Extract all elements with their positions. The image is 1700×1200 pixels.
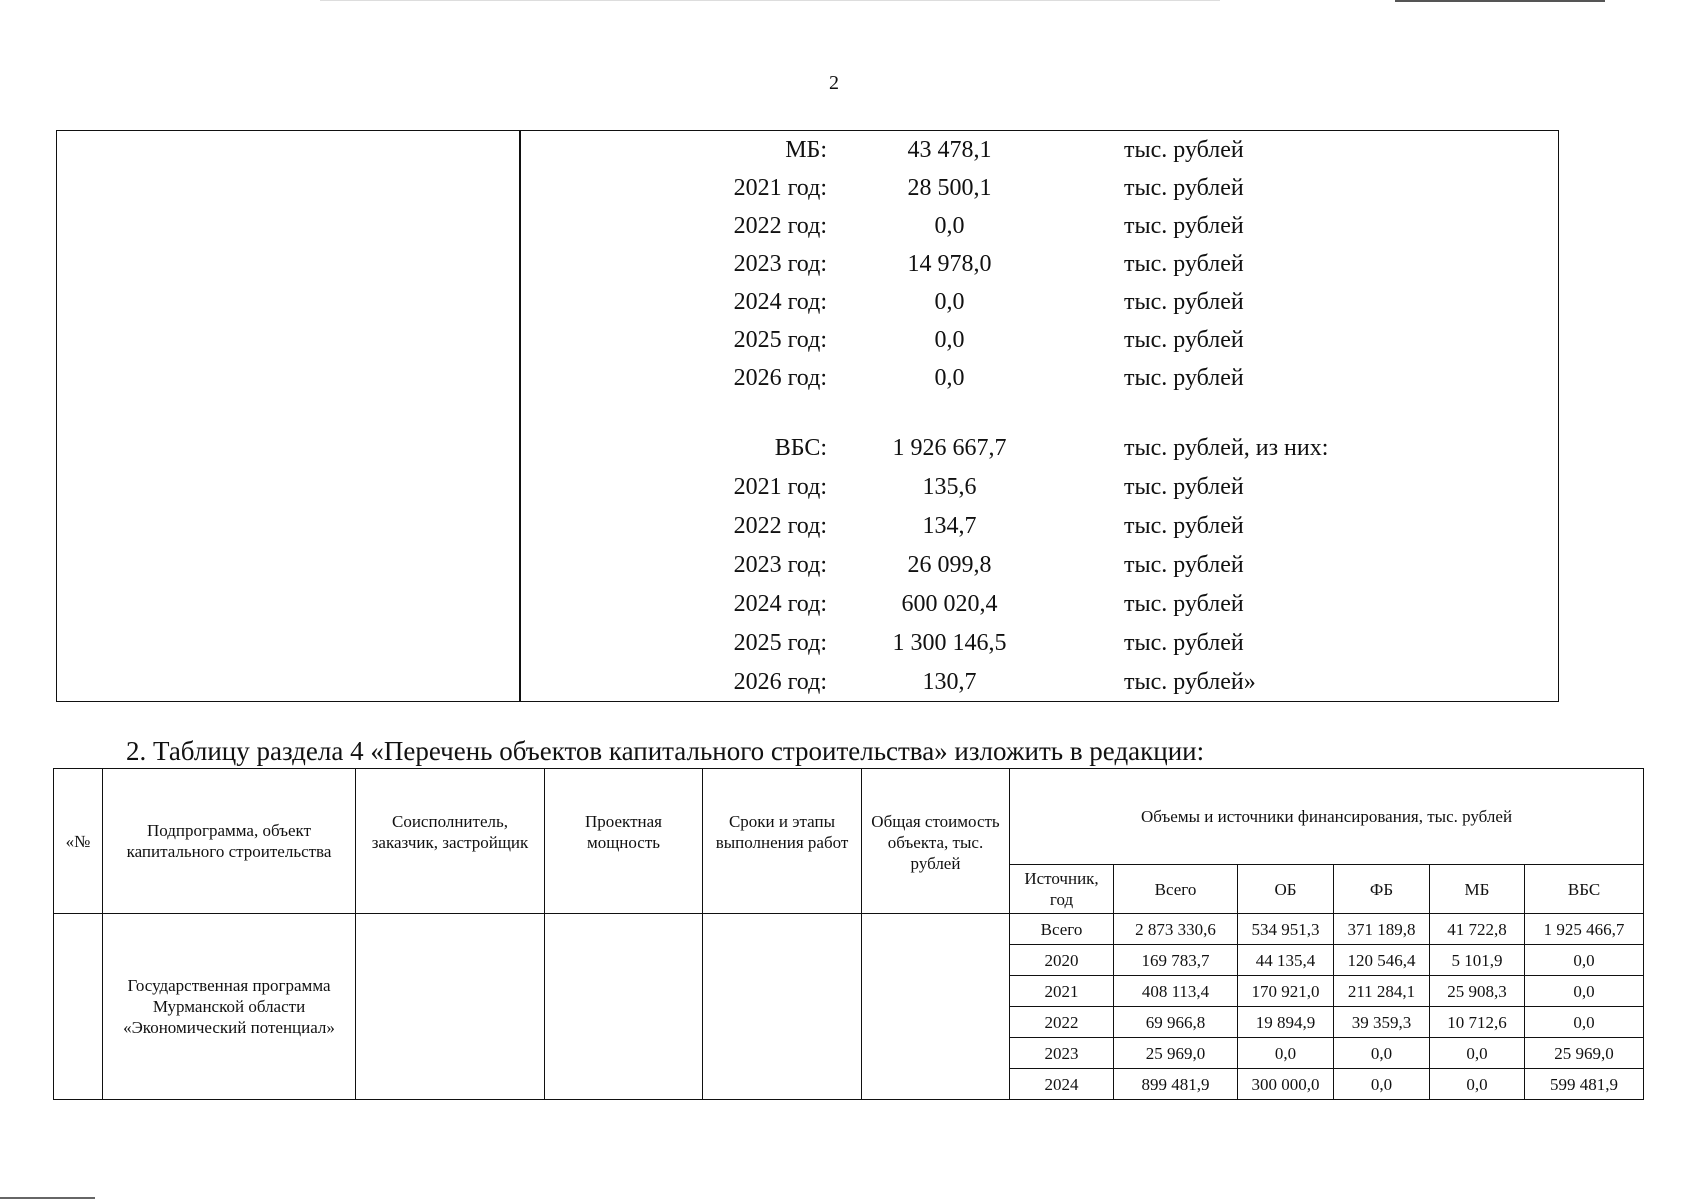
header-vbs: ВБС [1525,865,1644,914]
funding-label: 2021 год: [733,474,827,500]
funding-label: 2025 год: [733,327,827,353]
funding-row-mb-1 [463,169,1493,207]
cell-source-year: 2022 [1010,1007,1114,1038]
cell-vbs: 599 481,9 [1525,1069,1644,1100]
cell-mb: 41 722,8 [1430,914,1525,945]
funding-value: 0,0 [934,365,965,391]
funding-unit: тыс. рублей [1124,213,1244,239]
cell-executor-empty [356,914,545,1100]
header-financing: Объемы и источники финансирования, тыс. рублей [1010,769,1644,865]
funding-unit: тыс. рублей [1124,365,1244,391]
funding-row-mb-6 [463,359,1493,397]
header-terms: Сроки и этапы выполнения работ [703,769,862,914]
cell-total: 899 481,9 [1114,1069,1238,1100]
funding-unit: тыс. рублей [1124,513,1244,539]
cell-ob: 0,0 [1238,1038,1334,1069]
funding-value: 0,0 [934,289,965,315]
header-executor: Соисполнитель, заказчик, застройщик [356,769,545,914]
funding-unit: тыс. рублей [1124,327,1244,353]
cell-source-year: Всего [1010,914,1114,945]
cell-source-year: 2021 [1010,976,1114,1007]
cell-vbs: 0,0 [1525,1007,1644,1038]
header-fb: ФБ [1334,865,1430,914]
funding-row-vbs-4 [463,585,1493,623]
funding-row-vbs-1 [463,468,1493,506]
item-heading: 2. Таблицу раздела 4 «Перечень объектов капитального строительства» изложить в редакции: [126,736,1205,766]
funding-value: 14 978,0 [907,251,992,277]
scan-edge-bottom [0,1197,95,1199]
funding-label: 2026 год: [733,365,827,391]
cell-fb: 120 546,4 [1334,945,1430,976]
cell-mb: 0,0 [1430,1038,1525,1069]
funding-value: 1 300 146,5 [892,630,1007,656]
funding-label: 2021 год: [733,175,827,201]
funding-value: 130,7 [922,669,977,695]
header-cost: Общая стоимость объекта, тыс. рублей [862,769,1010,914]
funding-value: 0,0 [934,213,965,239]
cell-total: 2 873 330,6 [1114,914,1238,945]
cell-vbs: 0,0 [1525,945,1644,976]
funding-row-mb-0 [463,131,1493,169]
funding-unit: тыс. рублей [1124,591,1244,617]
funding-unit: тыс. рублей [1124,251,1244,277]
cell-num-empty [54,914,103,1100]
funding-value: 1 926 667,7 [892,435,1007,461]
funding-value: 28 500,1 [907,175,992,201]
funding-label: ВБС: [774,435,827,461]
cell-source-year: 2023 [1010,1038,1114,1069]
cell-vbs: 25 969,0 [1525,1038,1644,1069]
funding-label: 2022 год: [733,513,827,539]
funding-unit: тыс. рублей» [1124,669,1256,695]
scan-edge-top-faint [320,0,1220,1]
header-num: «№ [54,769,103,914]
page-number: 2 [829,72,839,94]
cell-fb: 0,0 [1334,1069,1430,1100]
header-total: Всего [1114,865,1238,914]
cell-terms-empty [703,914,862,1100]
funding-unit: тыс. рублей [1124,289,1244,315]
cell-fb: 211 284,1 [1334,976,1430,1007]
cell-ob: 534 951,3 [1238,914,1334,945]
funding-label: 2023 год: [733,552,827,578]
header-subprogram: Подпрограмма, объект капитального строительства [103,769,356,914]
funding-unit: тыс. рублей [1124,175,1244,201]
cell-source-year: 2024 [1010,1069,1114,1100]
cell-ob: 170 921,0 [1238,976,1334,1007]
funding-unit: тыс. рублей [1124,552,1244,578]
object-name: Государственная программа Мурманской области «Экономический потенциал» [103,914,356,1100]
cell-total: 408 113,4 [1114,976,1238,1007]
cell-total: 169 783,7 [1114,945,1238,976]
cell-mb: 25 908,3 [1430,976,1525,1007]
table-row [54,914,1644,945]
funding-label: 2026 год: [733,669,827,695]
cell-capacity-empty [545,914,703,1100]
cell-cost-empty [862,914,1010,1100]
cell-total: 69 966,8 [1114,1007,1238,1038]
funding-row-vbs-2 [463,507,1493,545]
funding-unit: тыс. рублей, из них: [1124,435,1329,461]
funding-label: 2023 год: [733,251,827,277]
funding-label: 2024 год: [733,289,827,315]
cell-fb: 0,0 [1334,1038,1430,1069]
funding-unit: тыс. рублей [1124,137,1244,163]
cell-total: 25 969,0 [1114,1038,1238,1069]
cell-mb: 5 101,9 [1430,945,1525,976]
cell-ob: 300 000,0 [1238,1069,1334,1100]
header-capacity: Проектная мощность [545,769,703,914]
cell-ob: 44 135,4 [1238,945,1334,976]
cell-vbs: 0,0 [1525,976,1644,1007]
funding-row-mb-5 [463,321,1493,359]
funding-label: 2024 год: [733,591,827,617]
cell-vbs: 1 925 466,7 [1525,914,1644,945]
funding-row-vbs-5 [463,624,1493,662]
funding-label: 2022 год: [733,213,827,239]
header-source-year: Источник, год [1010,865,1114,914]
funding-unit: тыс. рублей [1124,474,1244,500]
funding-row-mb-4 [463,283,1493,321]
funding-row-vbs-3 [463,546,1493,584]
funding-value: 134,7 [922,513,977,539]
funding-value: 0,0 [934,327,965,353]
funding-value: 135,6 [922,474,977,500]
scan-edge-top [1395,0,1605,2]
funding-unit: тыс. рублей [1124,630,1244,656]
funding-value: 43 478,1 [907,137,992,163]
funding-value: 600 020,4 [901,591,998,617]
cell-fb: 371 189,8 [1334,914,1430,945]
cell-ob: 19 894,9 [1238,1007,1334,1038]
funding-value: 26 099,8 [907,552,992,578]
funding-row-mb-2 [463,207,1493,245]
header-ob: ОБ [1238,865,1334,914]
funding-row-vbs-0 [463,429,1493,467]
funding-label: 2025 год: [733,630,827,656]
funding-row-mb-3 [463,245,1493,283]
capital-construction-table [53,768,1644,1100]
cell-mb: 10 712,6 [1430,1007,1525,1038]
cell-fb: 39 359,3 [1334,1007,1430,1038]
funding-label: МБ: [785,137,827,163]
cell-source-year: 2020 [1010,945,1114,976]
cell-mb: 0,0 [1430,1069,1525,1100]
funding-row-vbs-6 [463,663,1493,701]
header-mb: МБ [1430,865,1525,914]
